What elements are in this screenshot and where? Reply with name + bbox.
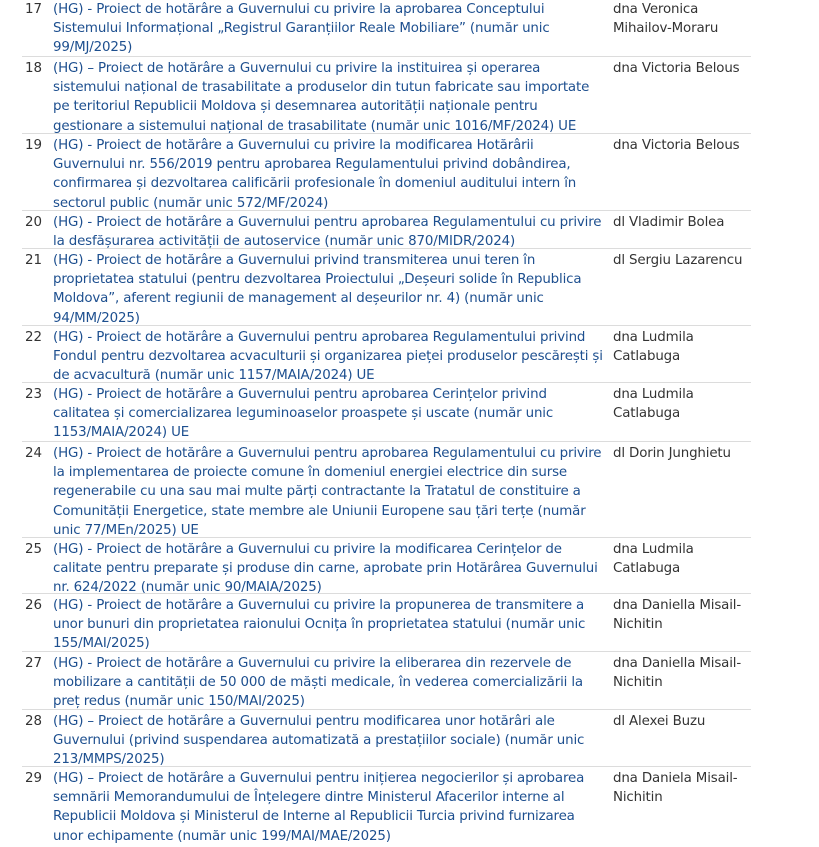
item-description-link[interactable]: (HG) – Proiect de hotărâre a Guvernului cu privire la instituirea și operarea sistemului național de trasabilitate a produselor din tutun fabricate sau importate pe teritoriul Republicii Moldova și desemnarea autorității naționale pentru gestionare a sistemului național de trasabilitate (număr unic 1016/MF/2024) UE: [53, 61, 590, 134]
item-number: 21: [25, 253, 43, 268]
item-description-link[interactable]: (HG) - Proiect de hotărâre a Guvernului pentru aprobarea Regulamentului privind Fondul pentru dezvoltarea acvaculturii și organizarea pieței produselor pescărești și de acvacultură (număr unic 1157/MAIA/2024) UE: [53, 330, 603, 384]
item-responsible: dl Vladimir Bolea: [613, 215, 725, 230]
item-responsible: dl Dorin Junghietu: [613, 446, 731, 461]
item-description-link[interactable]: (HG) - Proiect de hotărâre a Guvernului pentru aprobarea Regulamentului cu privire la desfășurarea activității de autoservice (număr unic 870/MIDR/2024): [53, 215, 602, 250]
item-description-link[interactable]: (HG) - Proiect de hotărâre a Guvernului cu privire la propunerea de transmitere a unor bunuri din proprietatea raionului Ocnița în proprietatea statului (număr unic 155/MAI/2025): [53, 598, 586, 652]
item-responsible: dna Ludmila Catlabuga: [613, 542, 694, 577]
item-responsible: dna Veronica Mihailov-Moraru: [613, 2, 719, 37]
item-number: 29: [25, 771, 43, 786]
table-row: [22, 57, 751, 134]
item-description-link[interactable]: (HG) - Proiect de hotărâre a Guvernului cu privire la modificarea Hotărârii Guvernului nr. 556/2019 pentru aprobarea Regulamentului privind dobândirea, confirmarea și dezvoltarea calificării profesionale în domeniul auditului intern în sectorul public (număr unic 572/MF/2024): [53, 138, 577, 211]
item-number: 19: [25, 138, 43, 153]
table-row: [22, 710, 751, 767]
item-responsible: dna Victoria Belous: [613, 61, 740, 76]
table-row: [22, 538, 751, 594]
item-number: 23: [25, 387, 43, 402]
item-number: 24: [25, 446, 43, 461]
item-number: 22: [25, 330, 43, 345]
item-description-link[interactable]: (HG) - Proiect de hotărâre a Guvernului cu privire la eliberarea din rezervele de mobilizare a cantității de 50 000 de măști medicale, în vederea comercializării la preț redus (număr unic 150/MAI/2025): [53, 656, 583, 710]
table-row: [22, 383, 751, 442]
table-row: [22, 767, 751, 847]
item-number: 27: [25, 656, 43, 671]
item-description-link[interactable]: (HG) – Proiect de hotărâre a Guvernului pentru modificarea unor hotărâri ale Guvernului (privind suspendarea automatizată a prestațiilor sociale) (număr unic 213/MMPS/2025): [53, 714, 585, 768]
item-description-link[interactable]: (HG) – Proiect de hotărâre a Guvernului pentru inițierea negocierilor și aprobarea semnării Memorandumului de Înțelegere dintre Ministerul Afacerilor interne al Republicii Moldova și Ministerul de Interne al Republicii Turcia privind furnizarea unor echipamente (număr unic 199/MAI/MAE/2025): [53, 771, 585, 844]
table-row: [22, 442, 751, 538]
item-number: 20: [25, 215, 43, 230]
item-responsible: dna Daniella Misail-Nichitin: [613, 656, 742, 691]
item-responsible: dna Ludmila Catlabuga: [613, 330, 694, 365]
table-row: [22, 0, 751, 57]
table-row: [22, 594, 751, 652]
table-row: [22, 134, 751, 211]
item-responsible: dna Victoria Belous: [613, 138, 740, 153]
item-number: 25: [25, 542, 43, 557]
table-row: [22, 326, 751, 383]
table-row: [22, 652, 751, 710]
item-number: 28: [25, 714, 43, 729]
item-responsible: dna Daniella Misail-Nichitin: [613, 598, 742, 633]
item-responsible: dl Alexei Buzu: [613, 714, 706, 729]
agenda-table: [22, 0, 751, 847]
item-description-link[interactable]: (HG) - Proiect de hotărâre a Guvernului pentru aprobarea Cerințelor privind calitatea și comercializarea leguminoaselor proaspete și uscate (număr unic 1153/MAIA/2024) UE: [53, 387, 554, 441]
item-description-link[interactable]: (HG) - Proiect de hotărâre a Guvernului cu privire la modificarea Cerințelor de calitate pentru preparate și produse din carne, aprobate prin Hotărârea Guvernului nr. 624/2022 (număr unic 90/MAIA/2025): [53, 542, 598, 596]
item-number: 26: [25, 598, 43, 613]
table-row: [22, 249, 751, 326]
item-description-link[interactable]: (HG) - Proiect de hotărâre a Guvernului privind transmiterea unui teren în proprietatea statului (pentru dezvoltarea Proiectului „Deșeuri solide în Republica Moldova”, aferent regiunii de management al deșeurilor nr. 4) (număr unic 94/MM/2025): [53, 253, 582, 326]
item-description-link[interactable]: (HG) - Proiect de hotărâre a Guvernului cu privire la aprobarea Conceptului Sistemului Informațional „Registrul Garanțiilor Reale Mobiliare” (număr unic 99/MJ/2025): [53, 2, 550, 56]
item-responsible: dna Daniela Misail-Nichitin: [613, 771, 738, 806]
table-row: [22, 211, 751, 249]
item-number: 18: [25, 61, 43, 76]
item-responsible: dl Sergiu Lazarencu: [613, 253, 743, 268]
item-number: 17: [25, 2, 43, 17]
item-responsible: dna Ludmila Catlabuga: [613, 387, 694, 422]
item-description-link[interactable]: (HG) - Proiect de hotărâre a Guvernului pentru aprobarea Regulamentului cu privire la implementarea de proiecte comune în domeniul energiei electrice din surse regenerabile cu una sau mai multe părți contractante la Tratatul de constituire a Comunității Energetice, state membre ale Uniunii Europene sau țări terțe (număr unic 77/MEn/2025) UE: [53, 446, 602, 538]
